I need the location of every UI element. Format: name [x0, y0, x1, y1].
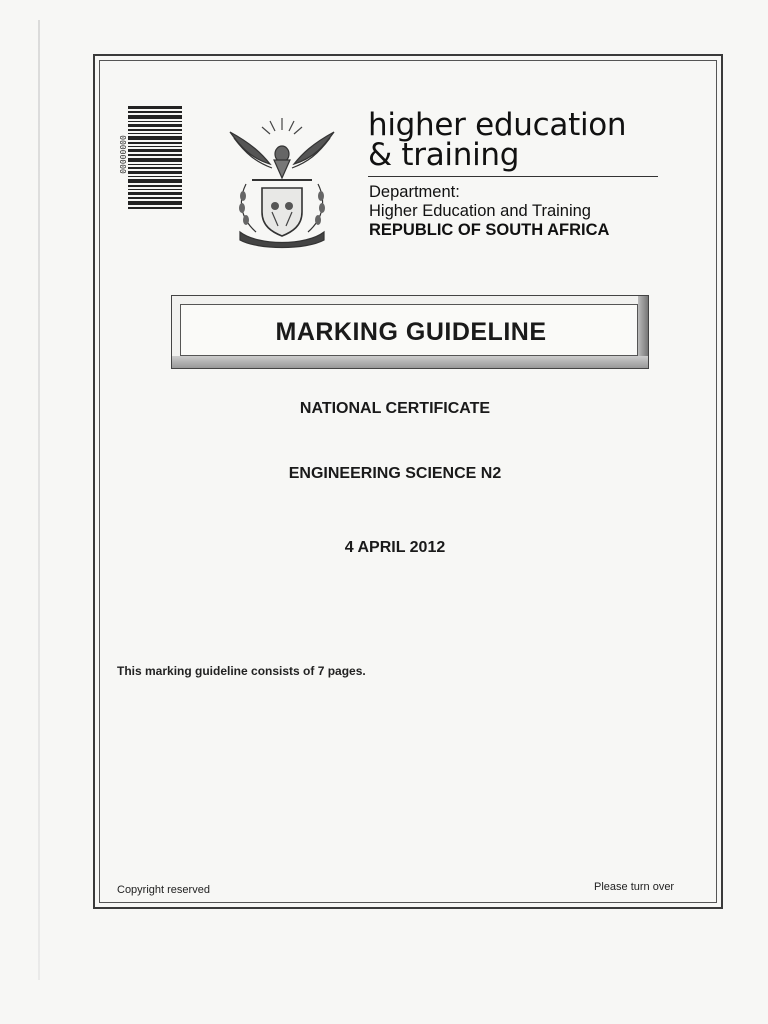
coat-of-arms-icon: [222, 114, 342, 250]
country-name: REPUBLIC OF SOUTH AFRICA: [369, 221, 610, 239]
department-label: Department:: [369, 183, 460, 201]
brand-title: [368, 107, 627, 173]
footer-copyright: Copyright reserved: [117, 884, 210, 896]
certificate-title: NATIONAL CERTIFICATE: [299, 400, 491, 417]
barcode: [128, 106, 182, 212]
barcode-number: 00000000: [118, 135, 128, 174]
brand-title-line1: higher education: [368, 107, 627, 143]
department-block: [369, 183, 609, 240]
pages-note: This marking guideline consists of 7 pages.: [117, 664, 366, 678]
brand-divider: [368, 176, 658, 177]
footer-turn-over: Please turn over: [594, 881, 675, 893]
department-name: Higher Education and Training: [369, 202, 591, 220]
subject-title: ENGINEERING SCIENCE N2: [288, 465, 502, 482]
title-box-bevel-bottom: [172, 356, 648, 368]
brand-title-line2: & training: [368, 137, 520, 173]
page-edge-shadow: [38, 20, 40, 980]
exam-date: 4 APRIL 2012: [344, 539, 446, 556]
document-heading: MARKING GUIDELINE: [275, 318, 547, 346]
